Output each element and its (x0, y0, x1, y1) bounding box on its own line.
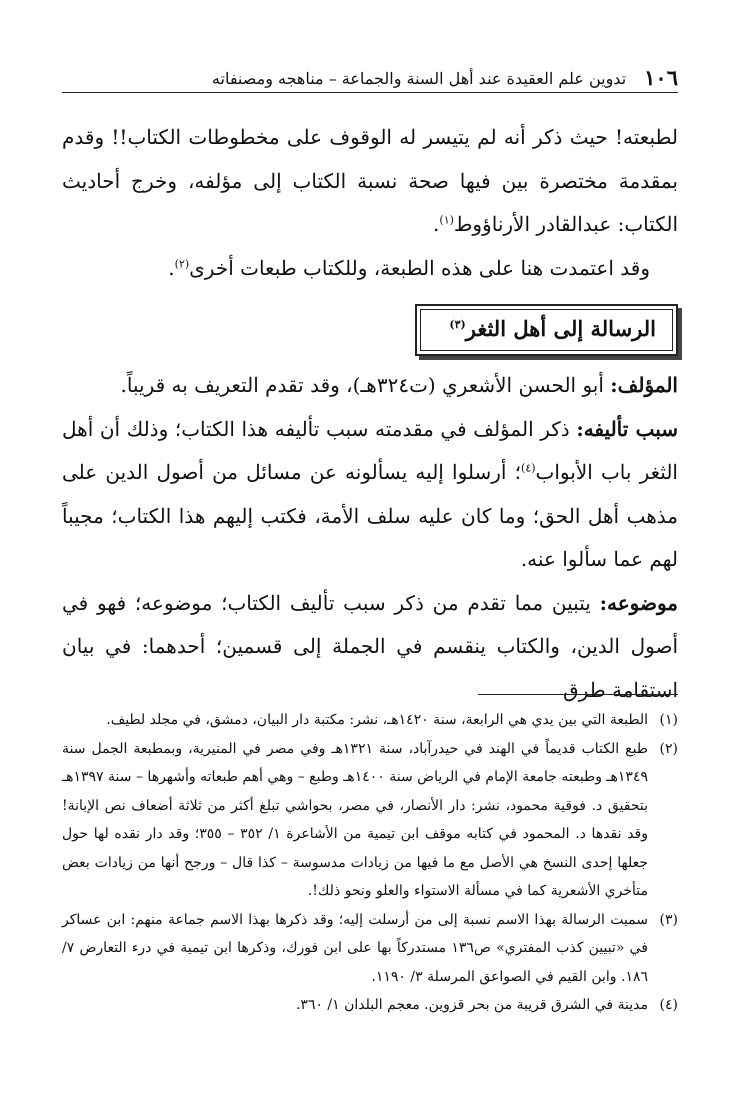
paragraph-editions (62, 247, 678, 291)
footnote-text: مدينة في الشرق قريبة من بحر قزوين. معجم البلدان ١/ ٣٦٠. (295, 997, 648, 1013)
footnote-number: (٢) (659, 740, 678, 757)
footnote-number: (٣) (659, 911, 678, 928)
footnote-item (62, 735, 678, 906)
author-text: أبو الحسن الأشعري (ت٣٢٤هـ)، وقد تقدم التعريف به قريباً. (120, 373, 611, 397)
page-header (62, 62, 678, 93)
paragraph-text: وقد اعتمدت هنا على هذه الطبعة، وللكتاب طبعات أخرى (189, 255, 650, 280)
footnote-ref-1[interactable]: (١) (439, 213, 454, 227)
paragraph-text: لطبعته! حيث ذكر أنه لم يتيسر له الوقوف على مخطوطات الكتاب!! وقدم بمقدمة مختصرة بين فيها صحة نسبة الكتاب إلى مؤلفه، وخرج أحاديث الكتاب: عبدالقادر الأرناؤوط (62, 125, 678, 236)
running-title: تدوين علم العقيدة عند أهل السنة والجماعة – مناهجه ومصنفاته (211, 69, 627, 88)
topic-text: يتبين مما تقدم من ذكر سبب تأليف الكتاب؛ موضوعه؛ فهو في أصول الدين، والكتاب ينقسم في الجملة إلى قسمين؛ أحدهما: في بيان استقامة طرق (62, 590, 678, 702)
footnote-ref-3[interactable]: (٣) (449, 318, 466, 331)
paragraph-author (62, 364, 678, 408)
footnote-ref-4[interactable]: (٤) (521, 461, 536, 475)
topic-label: موضوعه: (599, 590, 678, 615)
page-number: ١٠٦ (644, 65, 678, 90)
section-heading (420, 309, 673, 351)
section-title: الرسالة إلى أهل الثغر (465, 316, 656, 341)
footnote-text: الطبعة التي بين يدي هي الرابعة، سنة ١٤٢٠هـ، نشر: مكتبة دار البيان، دمشق، في مجلد لطيف. (106, 712, 648, 728)
reason-text-continued: ؛ أرسلوا إليه يسألونه عن مسائل من أصول الدين على مذهب أهل الحق؛ وما كان عليه سلف الأمة، فكتب إليهم هذا الكتاب؛ مجيباً لهم عما سألوا عنه. (62, 460, 678, 571)
footnote-item (62, 906, 678, 992)
footnote-text: سميت الرسالة بهذا الاسم نسبة إلى من أرسلت إليه؛ وقد ذكرها بهذا الاسم جماعة منهم: ابن عساكر في «تبيين كذب المفتري» ص١٣٦ مستدركاً بها على ابن فورك، وذكرها ابن تيمية في درء التعارض ٧/ ١٨٦. وابن القيم في الصواعق المرسلة ٣/ ١١٩٠. (62, 911, 648, 985)
main-text (62, 116, 678, 712)
paragraph-continuation (62, 116, 678, 247)
paragraph-end: . (168, 255, 175, 280)
section-heading-box (415, 304, 678, 356)
footnote-item (62, 706, 678, 735)
reason-label: سبب تأليفه: (576, 416, 678, 441)
footnote-ref-2[interactable]: (٢) (174, 256, 190, 270)
footnote-divider (478, 694, 678, 695)
author-label: المؤلف: (610, 373, 678, 397)
footnotes (62, 706, 678, 1020)
footnote-text: طبع الكتاب قديماً في الهند في حيدرآباد، سنة ١٣٢١هـ وفي مصر في المنيرية، وبمطبعة الجمل سنة ١٣٤٩هـ وطبعته جامعة الإمام في الرياض سنة ١٤٠٠هـ وطبع – وهي أهم طبعاته وأشهرها – سنة ١٣٩٧هـ بتحقيق د. فوقية محمود، نشر: دار الأنصار، في مصر، بحواشي تبلغ أكثر من ثلاثة أضعاف نص الإبانة! وقد نقدها د. المحمود في كتابه موقف ابن تيمية من الأشاعرة ١/ ٣٥٢ – ٣٥٥؛ وقد دار نقده لها حول جعلها إحدى النسخ هي الأصل مع ما فيها من زيادات مدسوسة – كذا قال – ورجح أنها من زيادات بعض متأخري الأشعرية كما في مسألة الاستواء والعلو ونحو ذلك!. (62, 740, 649, 899)
reason-text: ذكر المؤلف في مقدمته سبب تأليفه هذا الكتاب؛ وذلك أن أهل الثغر باب الأبواب (62, 416, 678, 484)
footnote-item (62, 991, 678, 1020)
paragraph-end: . (433, 212, 440, 236)
paragraph-reason (62, 408, 678, 582)
footnote-number: (١) (659, 712, 678, 728)
footnote-number: (٤) (659, 997, 678, 1013)
paragraph-topic (62, 582, 678, 713)
